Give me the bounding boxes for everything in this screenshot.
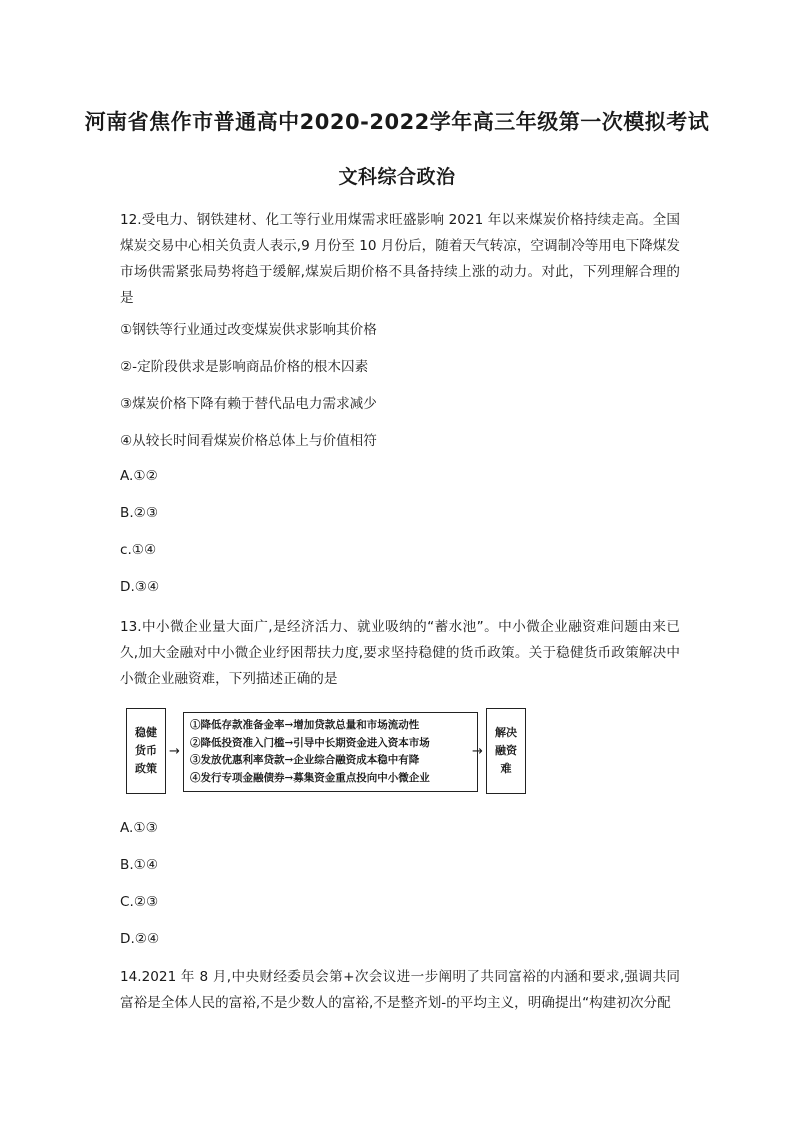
q12-option-d[interactable]: D.③④ [120, 579, 160, 595]
diagram-right-label: 解决融资难 [495, 726, 517, 775]
q13-option-c[interactable]: C.②③ [120, 894, 159, 910]
q13-stem: 13.中小微企业量大面广,是经济活力、就业吸纳的“蓄水池”。中小微企业融资难问题由来已久,加大金融对中小微企业纾困帮扶力度,要求坚持稳健的货币政策。关于稳健货币政策解决中小微企业融资难，下列描述正确的是 [120, 619, 680, 687]
document-title: 河南省焦作市普通高中2020-2022学年高三年级第一次模拟考试 [84, 110, 710, 134]
diagram-middle-box [183, 712, 478, 792]
diagram-left-box [126, 708, 166, 794]
diagram-item-4: ④发行专项金融债券→募集资金重点投向中小微企业 [190, 771, 430, 784]
q12-option-b[interactable]: B.②③ [120, 505, 159, 521]
q14-stem: 14.2021 年 8 月,中央财经委员会第+次会议进一步阐明了共同富裕的内涵和要求,强调共同富裕是全体人民的富裕,不是少数人的富裕,不是整齐划-的平均主义，明确提出“构建初次分配 [120, 969, 680, 1011]
diagram-item-2: ②降低投资准入门槛→引导中长期资金进入资本市场 [190, 736, 430, 749]
q12-option-a[interactable]: A.①② [120, 468, 158, 484]
diagram-item-3: ③发放优惠利率贷款→企业综合融资成本稳中有降 [190, 754, 420, 766]
diagram-arrow-left: → [169, 744, 180, 759]
q12-statement-3: ③煤炭价格下降有赖于替代品电力需求减少 [120, 396, 377, 412]
monetary-policy-diagram [126, 708, 526, 796]
q12-statement-4: ④从较长时间看煤炭价格总体上与价值相符 [120, 433, 377, 449]
q13-option-d[interactable]: D.②④ [120, 931, 160, 947]
q12-statement-2: ②-定阶段供求是影响商品价格的根木囚素 [120, 359, 369, 375]
diagram-item-1: ①降低存款准备金率→增加贷款总量和市场流动性 [190, 719, 420, 731]
q13-option-b[interactable]: B.①④ [120, 857, 159, 873]
diagram-arrow-right: → [472, 744, 483, 759]
diagram-left-label: 稳健货币政策 [135, 726, 157, 775]
q13-option-a[interactable]: A.①③ [120, 820, 158, 836]
q12-statement-1: ①钢铁等行业通过改变煤炭供求影响其价格 [120, 322, 377, 338]
q12-stem: 12.受电力、钢铁建材、化工等行业用煤需求旺盛影响 2021 年以来煤炭价格持续走高。全国煤炭交易中心相关负责人表示,9 月份至 10 月份后，随着天气转凉，空调制冷等用电下降煤发市场供需紧张局势将趋于缓解,煤炭后期价格不具备持续上涨的动力。对此，下列理解合理的是 [120, 212, 680, 306]
document-subtitle: 文科综合政治 [338, 166, 456, 188]
q12-option-c[interactable]: c.①④ [120, 542, 157, 558]
diagram-right-box [486, 708, 526, 794]
